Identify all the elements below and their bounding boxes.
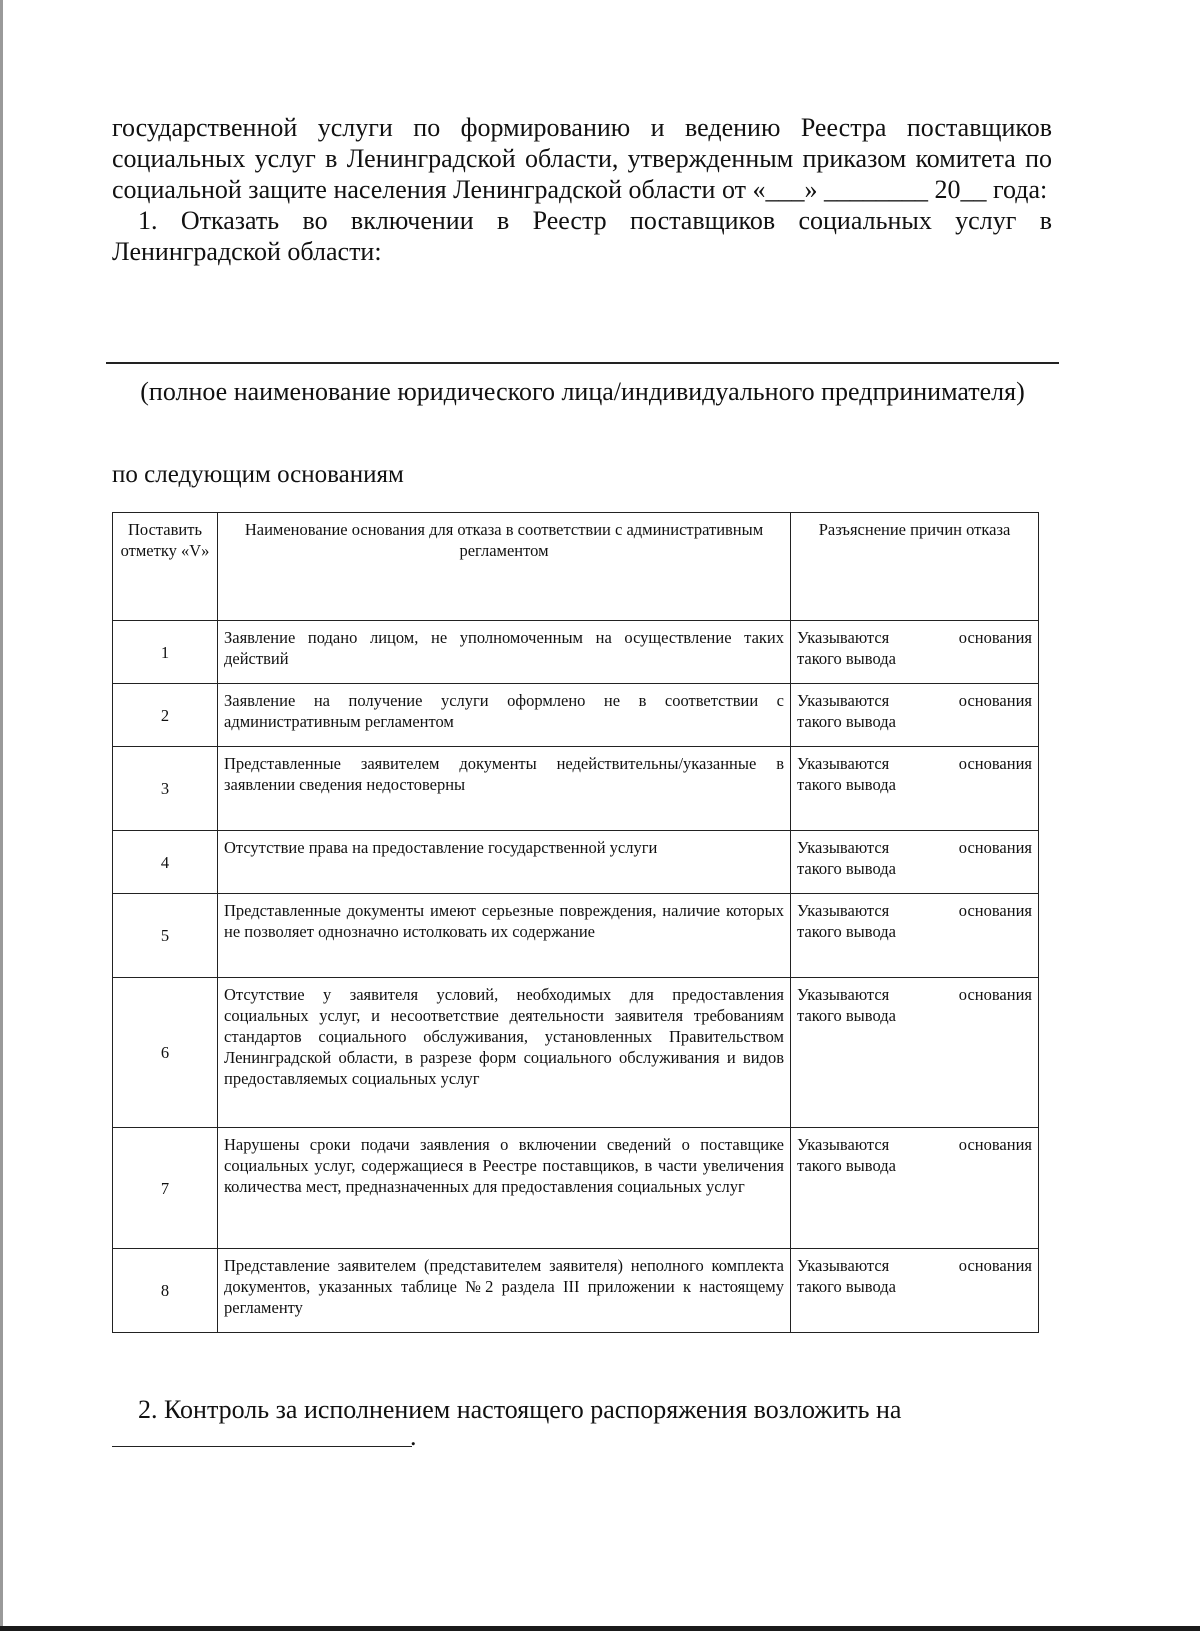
scan-edge-bottom [0,1626,1200,1631]
row-ground: Нарушены сроки подачи заявления о включении сведений о поставщике социальных услуг, содержащиеся в Реестре поставщиков, в части увеличения количества мест, предназначенных для предоставления социальных услуг [218,1128,791,1249]
table-row [113,684,1039,747]
row-explanation-word-2: основания [958,838,1032,857]
intro-text [112,112,1052,267]
organization-name-caption: (полное наименование юридического лица/индивидуального предпринимателя) [140,377,1025,406]
row-explanation-word-2: основания [958,691,1032,710]
row-explanation-word-1: Указываются [797,628,890,647]
table-row [113,1249,1039,1333]
row-ground: Представленные заявителем документы недействительны/указанные в заявлении сведения недостоверны [218,747,791,831]
intro-paragraph-1: государственной услуги по формированию и ведению Реестра поставщиков социальных услуг в Ленинградской области, утвержденным приказом комитета по социальной защите населения Ленинградской области от «___» ________ 20__ года: [112,113,1052,204]
row-number: 3 [113,747,218,831]
row-explanation [791,1249,1039,1333]
table-header-row [113,513,1039,621]
row-explanation-line-2: такого вывода [797,1156,896,1175]
row-explanation [791,831,1039,894]
control-end-dot: . [410,1422,417,1451]
organization-name-blank [106,362,1059,364]
row-explanation-line-2: такого вывода [797,1277,896,1296]
table-row [113,978,1039,1128]
row-ground: Представление заявителем (представителем заявителя) неполного комплекта документов, указанных таблице №2 раздела III приложении к настоящему регламенту [218,1249,791,1333]
row-explanation-line-2: такого вывода [797,922,896,941]
header-ground-name: Наименование основания для отказа в соответствии с административным регламентом [218,513,791,621]
row-explanation [791,1128,1039,1249]
row-number: 6 [113,978,218,1128]
row-explanation-word-1: Указываются [797,901,890,920]
row-number: 4 [113,831,218,894]
row-explanation [791,747,1039,831]
row-explanation-line-2: такого вывода [797,775,896,794]
refusal-grounds-table [112,512,1039,1333]
header-explanation: Разъяснение причин отказа [791,513,1039,621]
row-explanation-line-2: такого вывода [797,712,896,731]
row-ground: Представленные документы имеют серьезные повреждения, наличие которых не позволяет однозначно истолковать их содержание [218,894,791,978]
row-explanation-word-2: основания [958,901,1032,920]
row-explanation-word-2: основания [958,628,1032,647]
row-explanation-word-1: Указываются [797,1256,890,1275]
row-explanation-word-2: основания [958,1256,1032,1275]
row-explanation-word-1: Указываются [797,754,890,773]
row-ground: Отсутствие права на предоставление государственной услуги [218,831,791,894]
table-row [113,621,1039,684]
table-row [113,747,1039,831]
row-ground: Заявление на получение услуги оформлено не в соответствии с административным регламентом [218,684,791,747]
row-explanation-line-2: такого вывода [797,859,896,878]
scan-edge-left [0,0,3,1631]
row-number: 2 [113,684,218,747]
row-explanation-word-2: основания [958,754,1032,773]
control-responsible-blank [112,1446,412,1447]
row-explanation-word-1: Указываются [797,985,890,1004]
row-explanation [791,621,1039,684]
intro-paragraph-2: 1. Отказать во включении в Реестр поставщиков социальных услуг в Ленинградской области: [112,206,1052,266]
table-row [113,831,1039,894]
control-paragraph: 2. Контроль за исполнением настоящего распоряжения возложить на [138,1395,902,1424]
row-number: 5 [113,894,218,978]
row-number: 1 [113,621,218,684]
row-ground: Отсутствие у заявителя условий, необходимых для предоставления социальных услуг, и несоответствие деятельности заявителя требованиям стандартов социального обслуживания, установленных Правительством Ленинградской области, в разрезе форм социального обслуживания и видов предоставляемых социальных услуг [218,978,791,1128]
row-number: 8 [113,1249,218,1333]
row-explanation [791,894,1039,978]
row-explanation-word-1: Указываются [797,838,890,857]
row-explanation-word-1: Указываются [797,691,890,710]
row-number: 7 [113,1128,218,1249]
row-explanation-line-2: такого вывода [797,1006,896,1025]
row-explanation-line-2: такого вывода [797,649,896,668]
row-explanation-word-1: Указываются [797,1135,890,1154]
row-explanation-word-2: основания [958,1135,1032,1154]
grounds-label: по следующим основаниям [112,461,404,488]
row-explanation [791,684,1039,747]
table-row [113,894,1039,978]
row-explanation-word-2: основания [958,985,1032,1004]
table-row [113,1128,1039,1249]
row-explanation [791,978,1039,1128]
row-ground: Заявление подано лицом, не уполномоченным на осуществление таких действий [218,621,791,684]
header-mark: Поставить отметку «V» [113,513,218,621]
